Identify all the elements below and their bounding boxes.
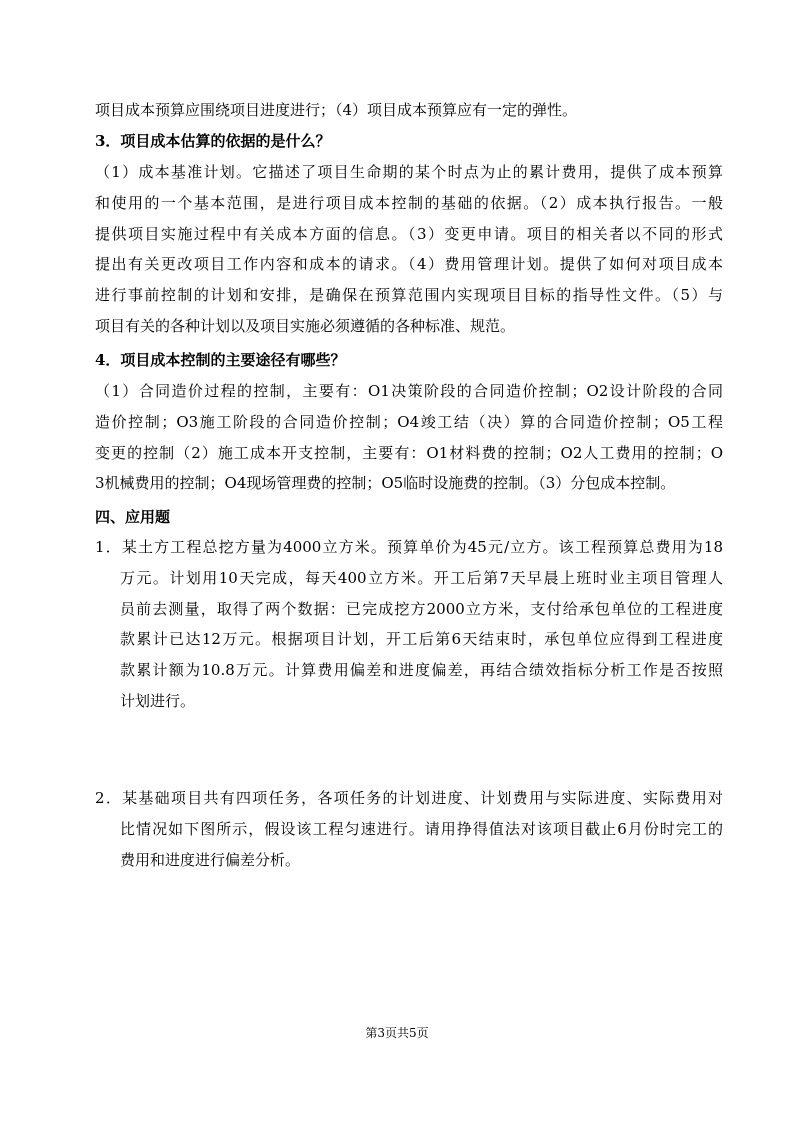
q3-line: （1）成本基准计划。它描述了项目生命期的某个时点为止的累计费用，提供了成本预算 <box>95 163 723 181</box>
app1-line: 计划进行。 <box>120 691 196 710</box>
app2-line: 费用和进度进行偏差分析。 <box>120 850 301 869</box>
q3-line: 项目有关的各种计划以及项目实施必须遵循的各种标准、规范。 <box>95 316 516 335</box>
application-question-2 <box>95 783 723 875</box>
q4-line: （1）合同造价过程的控制，主要有：O1决策阶段的合同造价控制；O2设计阶段的合同 <box>95 382 723 400</box>
app1-line: 万元。计划用10天完成，每天400立方米。开工后第7天早晨上班时业主项目管理人 <box>120 568 723 587</box>
page-footer: 第3页共5页 <box>365 1026 429 1040</box>
app1-line: 款累计已达12万元。根据项目计划，开工后第6天结束时，承包单位应得到工程进度 <box>120 630 723 649</box>
app1-line: 款累计额为10.8万元。计算费用偏差和进度偏差，再结合绩效指标分析工作是否按照 <box>120 661 723 680</box>
application-question-1 <box>95 532 723 717</box>
question-3-answer <box>95 157 723 342</box>
app1-line: 员前去测量，取得了两个数据：已完成挖方2000立方米，支付给承包单位的工程进度 <box>120 599 723 618</box>
section-4-heading: 四、应用题 <box>95 508 171 526</box>
q3-line: 提供项目实施过程中有关成本方面的信息。（3）变更申请。项目的相关者以不同的形式 <box>95 224 723 243</box>
app2-line: 2．某基础项目共有四项任务，各项任务的计划进度、计划费用与实际进度、实际费用对 <box>95 789 723 807</box>
q3-line: 进行事前控制的计划和安排，是确保在预算范围内实现项目目标的指导性文件。（5）与 <box>95 286 723 305</box>
question-4-heading: 4．项目成本控制的主要途径有哪些？ <box>95 351 346 369</box>
q3-line: 和使用的一个基本范围，是进行项目成本控制的基础的依据。（2）成本执行报告。一般 <box>95 193 723 212</box>
q4-line: 造价控制；O3施工阶段的合同造价控制；O4竣工结（决）算的合同造价控制；O5工程 <box>95 412 723 431</box>
q4-line: 3机械费用的控制；O4现场管理费的控制；O5临时设施费的控制。（3）分包成本控制。 <box>95 474 676 493</box>
question-3-heading: 3．项目成本估算的依据的是什么？ <box>95 132 331 150</box>
app1-line: 1．某土方工程总挖方量为4000立方米。预算单价为45元/立方。该工程预算总费用为18 <box>95 538 723 556</box>
paragraph-top-line: 项目成本预算应围绕项目进度进行；（4）项目成本预算应有一定的弹性。 <box>95 101 578 119</box>
q4-line: 变更的控制（2）施工成本开支控制，主要有：O1材料费的控制；O2人工费用的控制；O <box>95 443 723 462</box>
question-4-answer <box>95 376 723 499</box>
app2-line: 比情况如下图所示，假设该工程匀速进行。请用挣得值法对该项目截止6月份时完工的 <box>120 819 723 838</box>
q3-line: 提出有关更改项目工作内容和成本的请求。（4）费用管理计划。提供了如何对项目成本 <box>95 255 723 274</box>
